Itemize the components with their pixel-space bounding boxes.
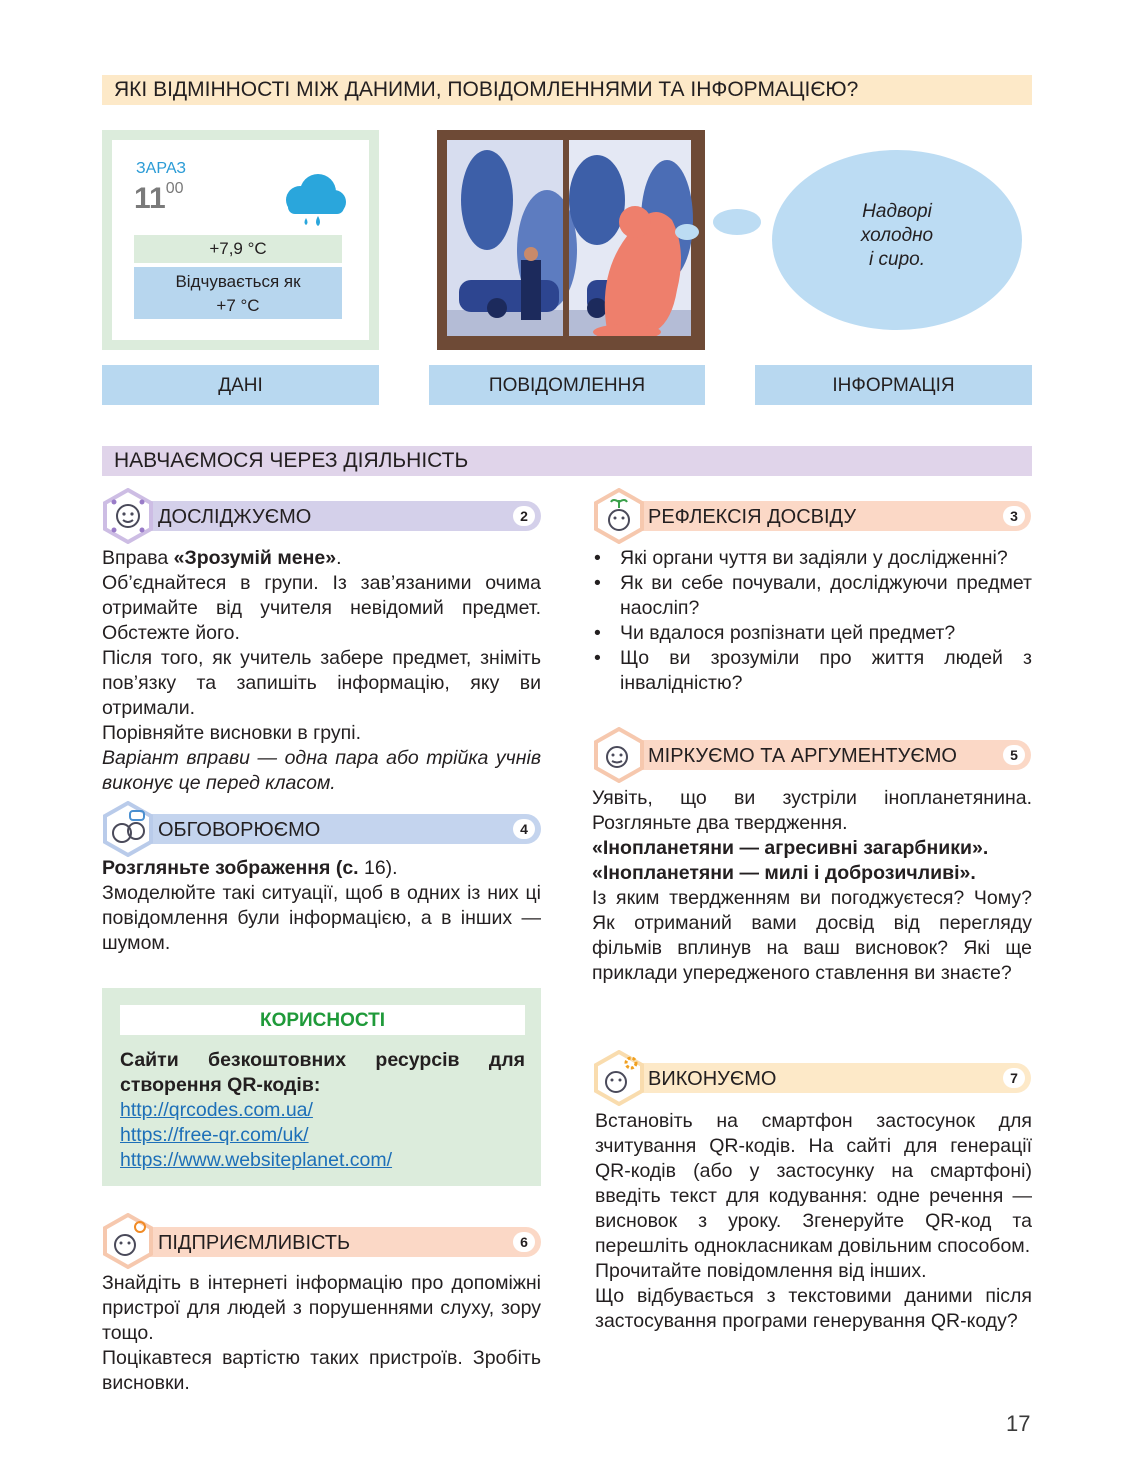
doing-paragraph: Що відбувається з текстовими даними після застосування програми генерування QR-коду? bbox=[595, 1285, 1032, 1332]
entrepreneur-text bbox=[102, 1271, 541, 1396]
entrepreneur-number: 6 bbox=[513, 1232, 535, 1252]
reasoning-statements: «Інопланетяни — агресивні загарбники». «Інопланетяни — милі і доброзичливі». bbox=[592, 837, 989, 884]
discuss-header bbox=[110, 814, 541, 844]
activity-banner: НАВЧАЄМОСЯ ЧЕРЕЗ ДІЯЛЬНІСТЬ bbox=[102, 446, 1032, 476]
research-line: Порівняйте висновки в групі. bbox=[102, 722, 361, 744]
reflection-number: 3 bbox=[1003, 506, 1025, 526]
discuss-text bbox=[102, 856, 541, 956]
reasoning-text bbox=[592, 786, 1032, 986]
now-label: ЗАРАЗ bbox=[136, 160, 187, 177]
label-data: ДАНІ bbox=[102, 365, 379, 405]
thinking-icon bbox=[591, 727, 647, 783]
temperature-value: +7,9 °C bbox=[134, 235, 342, 263]
useful-heading: Сайти безкоштовних ресурсів для створення QR-кодів: bbox=[120, 1049, 525, 1096]
discuss-page-ref: 16). bbox=[358, 857, 398, 879]
reflection-item: • Які органи чуття ви задіяли у дослідженні? bbox=[592, 546, 1032, 571]
reflection-item: • Як ви себе почували, досліджуючи предмет наосліп? bbox=[592, 571, 1032, 621]
gear-icon bbox=[591, 1050, 647, 1106]
reasoning-number: 5 bbox=[1003, 745, 1025, 765]
research-intro-end: . bbox=[336, 547, 342, 569]
research-icon bbox=[100, 488, 156, 544]
research-variant: Варіант вправи — одна пара або трійка учнів виконує це перед класом. bbox=[102, 747, 541, 794]
sprout-icon bbox=[591, 488, 647, 544]
research-title: ДОСЛІДЖУЄМО bbox=[158, 506, 312, 528]
doing-title: ВИКОНУЄМО bbox=[648, 1068, 777, 1090]
reflection-item: • Що ви зрозуміли про життя людей з інвалідністю? bbox=[592, 646, 1032, 696]
feels-like-value: +7 °C bbox=[216, 296, 260, 315]
doing-text bbox=[595, 1109, 1032, 1334]
research-line: Об’єднайтеся в групи. Із зав’язаними очима отримайте від учителя невідомий предмет. Обстежте його. bbox=[102, 572, 541, 644]
doing-paragraph: Прочитайте повідомлення від інших. bbox=[595, 1260, 927, 1282]
link-qrcodes[interactable]: http://qrcodes.com.ua/ bbox=[120, 1099, 313, 1121]
exercise-name: «Зрозумій мене» bbox=[173, 547, 337, 569]
research-line: Після того, як учитель забере предмет, зніміть пов’язку та запишіть інформацію, яку ви отримали. bbox=[102, 647, 541, 719]
label-message: ПОВІДОМЛЕННЯ bbox=[429, 365, 705, 405]
discuss-body: Змоделюйте такі ситуації, щоб в одних із них ці повідомлення були інформацією, а в інших — шумом. bbox=[102, 882, 541, 954]
discuss-icon bbox=[100, 801, 156, 857]
reflection-list bbox=[592, 546, 1032, 696]
research-text bbox=[102, 546, 541, 796]
lightbulb-icon bbox=[100, 1213, 156, 1269]
reasoning-title: МІРКУЄМО ТА АРГУМЕНТУЄМО bbox=[648, 745, 957, 767]
entrepreneur-line: Знайдіть в інтернеті інформацію про допоміжні пристрої для людей з порушеннями слуху, зору тощо. bbox=[102, 1272, 541, 1344]
research-intro: Вправа bbox=[102, 547, 174, 569]
reasoning-questions: Із яким твердженням ви погоджуєтеся? Чому? Як отриманий вами досвід від перегляду фільмів вплинув на ваш висновок? Які ще приклади упередженого ставлення ви знаєте? bbox=[592, 887, 1032, 984]
discuss-instruction: Розгляньте зображення (с. bbox=[102, 857, 359, 879]
thought-dot-large bbox=[713, 209, 761, 235]
reflection-header bbox=[600, 501, 1031, 531]
current-time: $11^{00}$ bbox=[134, 180, 184, 215]
reflection-title: РЕФЛЕКСІЯ ДОСВІДУ bbox=[648, 506, 857, 528]
research-header bbox=[110, 501, 541, 531]
entrepreneur-line: Поцікавтеся вартістю таких пристроїв. Зробіть висновки. bbox=[102, 1347, 541, 1394]
bubble-line: і сиро. bbox=[869, 249, 925, 270]
doing-number: 7 bbox=[1003, 1068, 1025, 1088]
thought-bubble bbox=[772, 150, 1022, 330]
research-number: 2 bbox=[513, 506, 535, 526]
doing-header bbox=[600, 1063, 1031, 1093]
useful-title: КОРИСНОСТІ bbox=[120, 1005, 525, 1035]
reflection-item: • Чи вдалося розпізнати цей предмет? bbox=[592, 621, 1032, 646]
entrepreneur-title: ПІДПРИЄМЛИВІСТЬ bbox=[158, 1232, 351, 1254]
thought-dot-small bbox=[675, 224, 699, 240]
entrepreneur-header bbox=[110, 1227, 541, 1257]
feels-like-label: Відчувається як bbox=[175, 272, 301, 291]
useful-box bbox=[102, 988, 541, 1186]
reasoning-header bbox=[600, 740, 1031, 770]
feels-like-box bbox=[134, 267, 342, 319]
link-free-qr[interactable]: https://free-qr.com/uk/ bbox=[120, 1124, 309, 1146]
section-title-banner: ЯКІ ВІДМІННОСТІ МІЖ ДАНИМИ, ПОВІДОМЛЕННЯМИ ТА ІНФОРМАЦІЄЮ? bbox=[102, 75, 1032, 105]
bubble-line: Надворі bbox=[862, 201, 932, 222]
discuss-title: ОБГОВОРЮЄМО bbox=[158, 819, 321, 841]
reasoning-intro: Уявіть, що ви зустріли інопланетянина. Розгляньте два твердження. bbox=[592, 787, 1032, 834]
bubble-line: холодно bbox=[860, 225, 934, 246]
label-information: ІНФОРМАЦІЯ bbox=[755, 365, 1032, 405]
window-rain-illustration bbox=[437, 130, 705, 350]
link-websiteplanet[interactable]: https://www.websiteplanet.com/ bbox=[120, 1149, 393, 1171]
rain-cloud-icon bbox=[272, 170, 352, 230]
doing-paragraph: Встановіть на смартфон застосунок для зчитування QR-кодів. На сайті для генерації QR-кодів (або у застосунку на смартфоні) введіть текст для кодування: одне речення — висновок з уроку. Згенеруйте QR-код та перешліть однокласникам довільним способом. bbox=[595, 1110, 1032, 1257]
discuss-number: 4 bbox=[513, 819, 535, 839]
weather-card bbox=[102, 130, 379, 350]
page-number: 17 bbox=[1006, 1411, 1031, 1436]
